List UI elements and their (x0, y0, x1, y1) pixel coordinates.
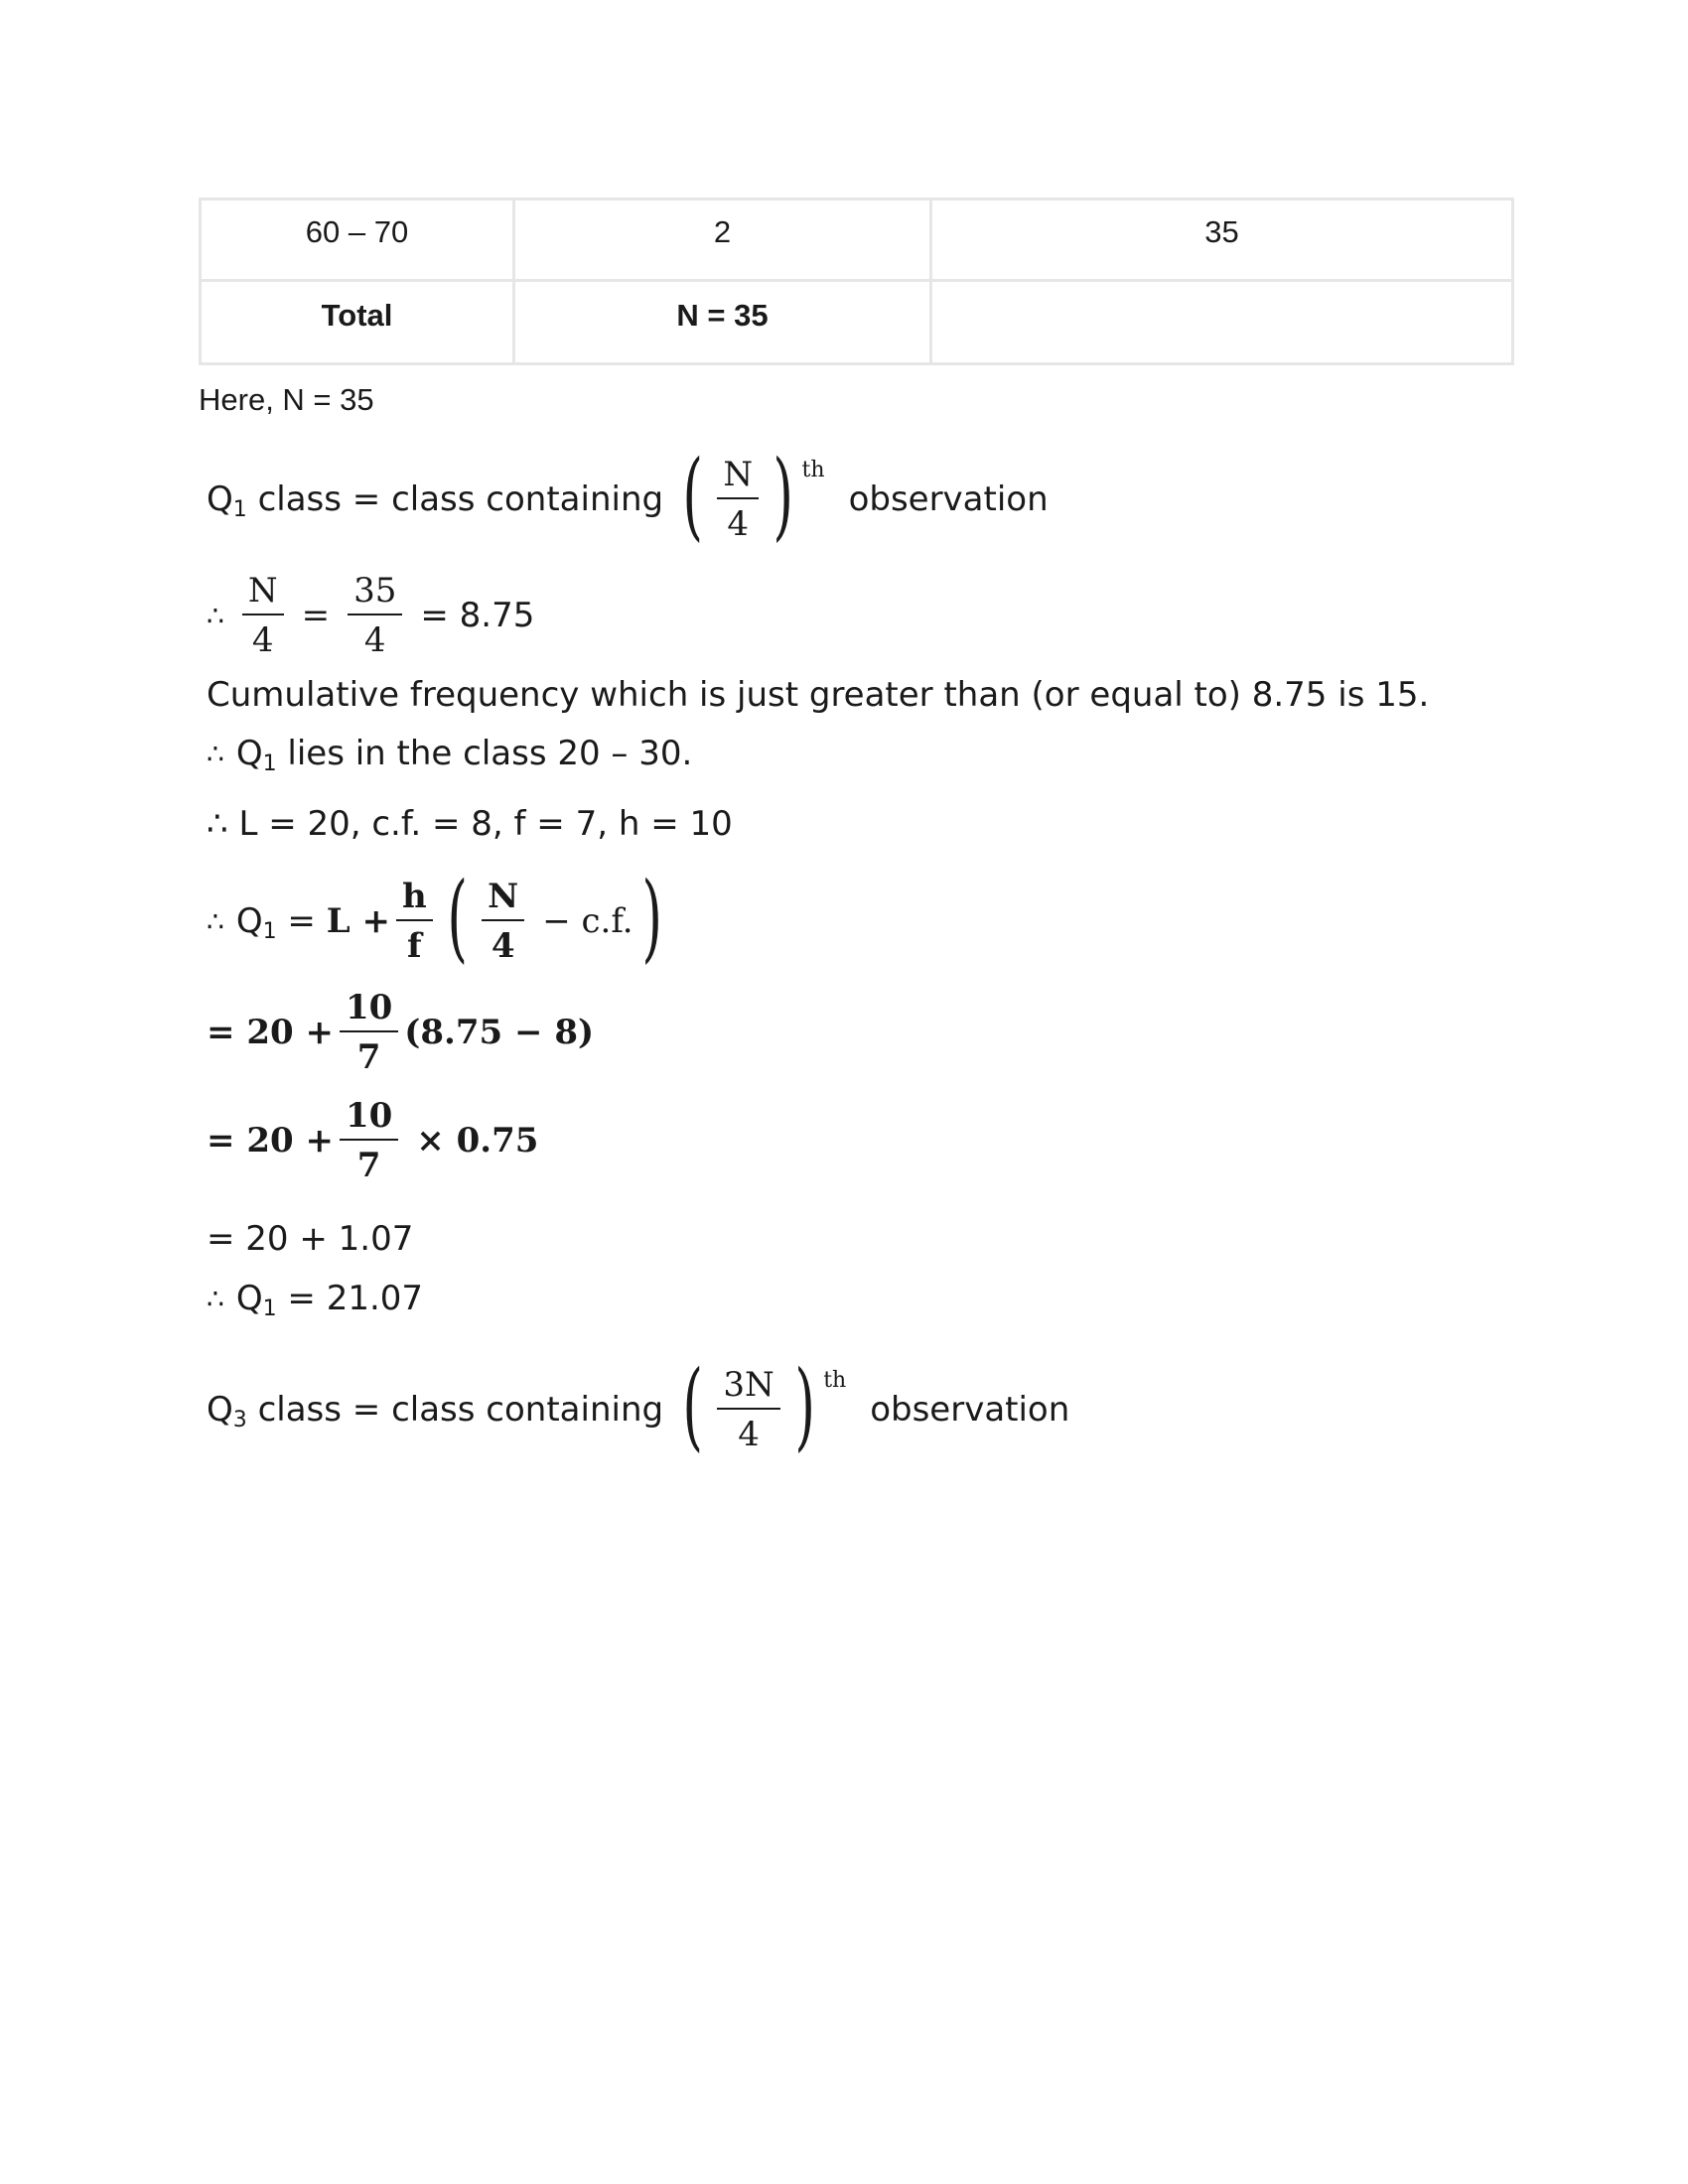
table-row (201, 281, 1513, 364)
table-cell: Total (201, 281, 514, 364)
q-symbol: Q (235, 1279, 263, 1318)
q3-subscript: 3 (232, 1407, 247, 1433)
step2-right-text: × 0.75 (416, 1121, 539, 1160)
q3-class-line (207, 1350, 1070, 1461)
fraction (242, 571, 284, 660)
fraction (396, 877, 433, 966)
q1-subscript: 1 (232, 496, 247, 522)
q1-lies-line (207, 734, 693, 776)
q1-result-line (207, 1279, 424, 1321)
left-paren-icon: ( (682, 1350, 703, 1461)
step1-line (207, 988, 595, 1077)
therefore-symbol: ∴ (207, 599, 224, 632)
class-containing-text: class = class containing (246, 1390, 674, 1430)
fraction (340, 988, 398, 1077)
observation-text: observation (870, 1390, 1070, 1430)
step1-right-text: (8.75 − 8) (404, 1013, 595, 1052)
step1-left-text: = 20 + (207, 1013, 334, 1052)
step1-left-text: = 20 + (207, 1121, 334, 1160)
numerator: 10 (340, 991, 398, 1032)
step3-line: = 20 + 1.07 (207, 1219, 414, 1259)
denominator: 4 (363, 620, 386, 660)
lies-in-text: lies in the class 20 – 30. (276, 734, 693, 773)
values-line: ∴ L = 20, c.f. = 8, f = 7, h = 10 (207, 804, 733, 844)
numerator: 3N (717, 1368, 779, 1410)
denominator: 7 (356, 1037, 381, 1077)
equals-sign: = (301, 596, 331, 635)
denominator: 4 (738, 1415, 760, 1454)
denominator: f (406, 926, 422, 966)
denominator: 7 (356, 1146, 381, 1185)
numerator: N (242, 574, 284, 615)
therefore-symbol: ∴ (207, 1282, 224, 1315)
fraction (482, 877, 524, 966)
q-symbol: Q (207, 479, 233, 519)
equals-text: = (276, 901, 327, 941)
q-symbol: Q (235, 734, 263, 773)
left-paren-icon: ( (682, 440, 703, 551)
step2-line (207, 1096, 539, 1185)
fraction (340, 1096, 398, 1185)
table-cell: 35 (931, 200, 1513, 281)
q-symbol: Q (207, 1390, 233, 1430)
numerator: N (482, 880, 524, 921)
numerator: 10 (340, 1099, 398, 1141)
fraction (717, 455, 759, 544)
class-containing-text: class = class containing (246, 479, 674, 519)
therefore-symbol: ∴ (207, 737, 224, 770)
q-symbol: Q (235, 901, 263, 941)
n-over-4-line (207, 571, 535, 660)
table-cell: N = 35 (514, 281, 931, 364)
l-plus-text: L + (326, 901, 390, 941)
here-n-text: Here, N = 35 (199, 382, 374, 417)
q1-subscript: 1 (262, 751, 277, 776)
table-cell (931, 281, 1513, 364)
minus-cf-text: − c.f. (542, 901, 633, 941)
numerator: 35 (348, 574, 402, 615)
q1-class-line (207, 440, 1049, 551)
fraction (348, 571, 402, 660)
result-text: = 8.75 (420, 596, 535, 635)
q1-subscript: 1 (262, 918, 277, 944)
cumulative-frequency-text: Cumulative frequency which is just greater than (or equal to) 8.75 is 15. (207, 675, 1430, 715)
q1-result-text: = 21.07 (276, 1279, 424, 1318)
numerator: N (717, 458, 759, 499)
left-paren-icon: ( (447, 862, 468, 973)
denominator: 4 (727, 504, 750, 544)
th-superscript: th (801, 457, 825, 482)
numerator: h (396, 880, 433, 921)
q1-subscript: 1 (262, 1296, 277, 1321)
fraction (717, 1365, 779, 1454)
denominator: 4 (251, 620, 274, 660)
frequency-table (199, 198, 1514, 365)
th-superscript: th (823, 1367, 847, 1393)
denominator: 4 (491, 926, 515, 966)
table-cell: 2 (514, 200, 931, 281)
right-paren-icon: ) (773, 440, 794, 551)
q1-formula-line (207, 862, 670, 973)
observation-text: observation (848, 479, 1049, 519)
table-row (201, 200, 1513, 281)
therefore-symbol: ∴ (207, 904, 224, 938)
right-paren-icon: ) (794, 1350, 815, 1461)
right-paren-icon: ) (640, 862, 662, 973)
table-cell: 60 – 70 (201, 200, 514, 281)
